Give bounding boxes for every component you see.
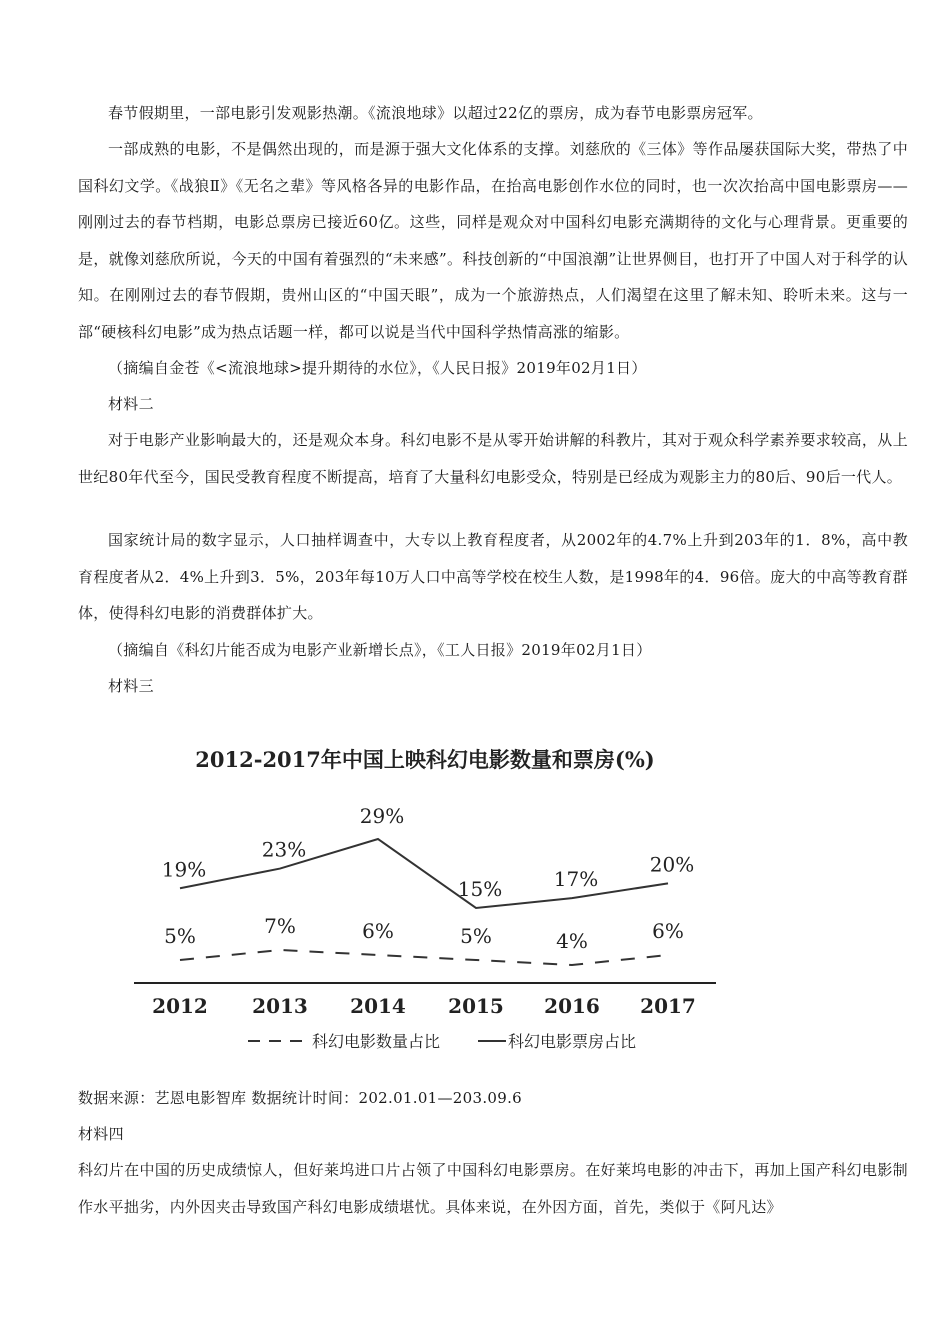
x-tick-2012: 2012	[152, 994, 208, 1018]
citation-one: （摘编自金苍《<流浪地球>提升期待的水位》，《人民日报》2019年02月1日）	[108, 359, 647, 377]
paragraph-audience: 对于电影产业影响最大的，还是观众本身。科幻电影不是从零开始讲解的科教片，其对于观众科学素养要求较高，从上世纪80年代至今，国民受教育程度不断提高，培育了大量科幻电影受众，特别是已经成为观影主力的80后、90后一代人。	[78, 431, 908, 486]
legend-count-label: 科幻电影数量占比	[312, 1032, 441, 1051]
paragraph-hollywood: 科幻片在中国的历史成绩惊人，但好莱坞进口片占领了中国科幻电影票房。在好莱坞电影的冲击下，再加上国产科幻电影制作水平拙劣，内外因夹击导致国产科幻电影成绩堪忧。具体来说，在外因方面，首先，类似于《阿凡达》	[78, 1161, 908, 1216]
citation-two: （摘编自《科幻片能否成为电影产业新增长点》，《工人日报》2019年02月1日）	[108, 641, 652, 659]
x-tick-2017: 2017	[640, 994, 696, 1018]
x-tick-2016: 2016	[544, 994, 600, 1018]
heading-material-four: 材料四	[78, 1125, 124, 1143]
paragraph-statistics: 国家统计局的数字显示，人口抽样调查中，大专以上教育程度者，从2002年的4.7%上升到203年的1．8%，高中教育程度者从2．4%上升到3．5%，203年每10万人口中高等学校在校生人数，是1998年的4．96倍。庞大的中高等教育群体，使得科幻电影的消费群体扩大。	[78, 531, 908, 622]
heading-material-three: 材料三	[108, 677, 154, 695]
box-office-label-2015: 15%	[457, 877, 503, 901]
box-office-label-2014: 29%	[359, 804, 405, 828]
paragraph-intro: 春节假期里，一部电影引发观影热潮。《流浪地球》以超过22亿的票房，成为春节电影票房冠军。	[108, 104, 763, 122]
box-office-label-2016: 17%	[553, 867, 599, 892]
x-tick-2014: 2014	[350, 994, 406, 1018]
count-label-2015: 5%	[460, 924, 492, 948]
count-label-2013: 7%	[264, 914, 296, 938]
series-count-line	[180, 950, 668, 965]
legend-box-office-label: 科幻电影票房占比	[508, 1032, 637, 1051]
line-chart	[120, 735, 730, 1065]
data-source-note: 数据来源：艺恩电影智库 数据统计时间：202.01.01—203.09.6	[78, 1089, 523, 1107]
box-office-label-2017: 20%	[649, 852, 695, 877]
count-label-2014: 6%	[362, 919, 394, 943]
chart-svg	[120, 735, 730, 1065]
chart-title: 2012-2017年中国上映科幻电影数量和票房(%)	[195, 747, 655, 772]
paragraph-culture: 一部成熟的电影，不是偶然出现的，而是源于强大文化体系的支撑。刘慈欣的《三体》等作品屡获国际大奖，带热了中国科幻文学。《战狼Ⅱ》《无名之辈》等风格各异的电影作品，在抬高电影创作水位的同时，也一次次抬高中国电影票房——刚刚过去的春节档期，电影总票房已接近60亿。这些，同样是观众对中国科幻电影充满期待的文化与心理背景。更重要的是，就像刘慈欣所说，今天的中国有着强烈的“未来感”。科技创新的“中国浪潮”让世界侧目，也打开了中国人对于科学的认知。在刚刚过去的春节假期，贵州山区的“中国天眼”，成为一个旅游热点，人们渴望在这里了解未知、聆听未来。这与一部“硬核科幻电影”成为热点话题一样，都可以说是当代中国科学热情高涨的缩影。	[78, 140, 908, 341]
box-office-label-2013: 23%	[261, 837, 307, 862]
x-tick-2013: 2013	[252, 994, 308, 1018]
x-tick-2015: 2015	[448, 994, 504, 1018]
count-label-2012: 5%	[164, 924, 196, 948]
count-label-2017: 6%	[652, 919, 684, 943]
count-label-2016: 4%	[556, 929, 588, 953]
heading-material-two: 材料二	[108, 395, 154, 413]
box-office-label-2012: 19%	[161, 857, 207, 882]
